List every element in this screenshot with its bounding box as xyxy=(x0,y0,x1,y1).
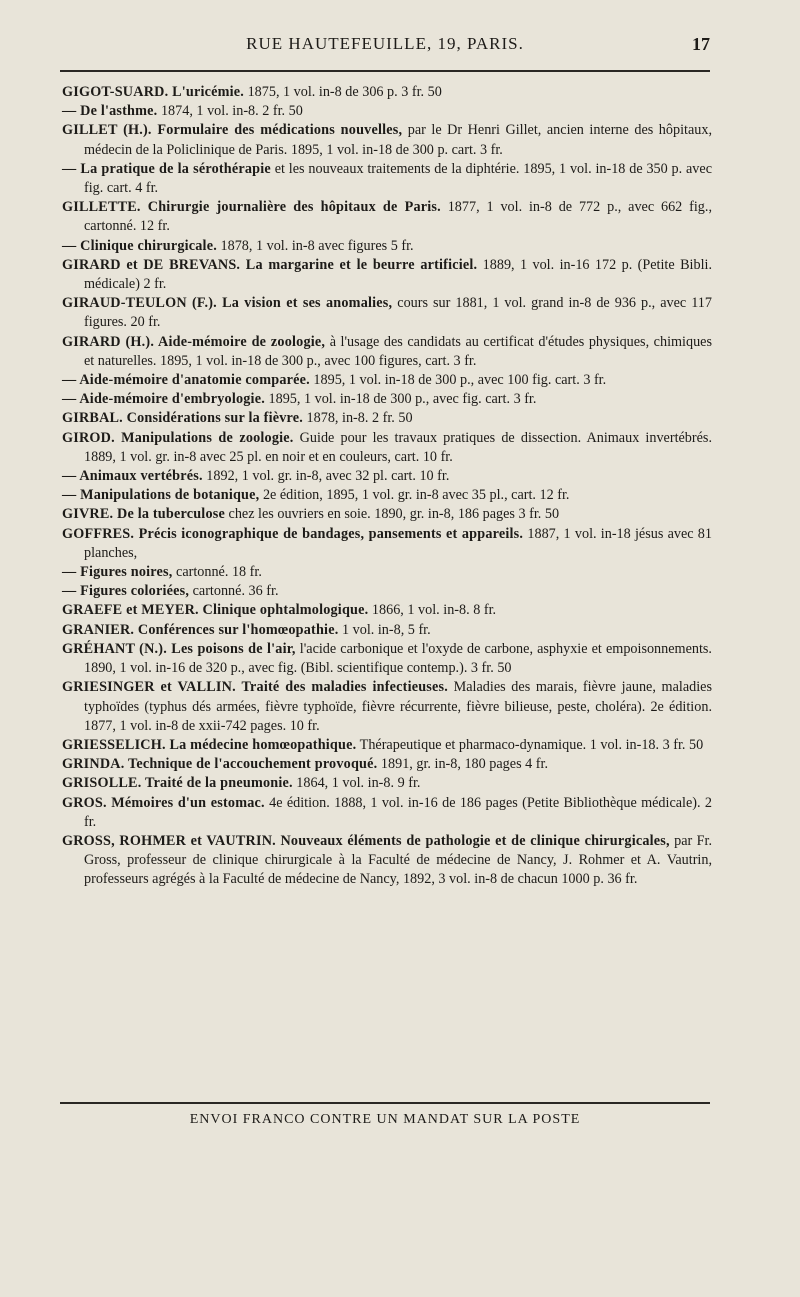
footer-note: ENVOI FRANCO CONTRE UN MANDAT SUR LA POSTE xyxy=(189,1112,581,1127)
catalog-entry xyxy=(62,755,712,774)
catalog-entry xyxy=(62,563,712,582)
header-rule xyxy=(60,70,710,72)
catalog-entry xyxy=(62,525,712,563)
catalog-entry xyxy=(62,640,712,678)
catalog-entry xyxy=(62,409,712,428)
catalog-entry xyxy=(62,333,712,371)
entry-details: 1877, 1 vol. in-8 de 772 p., avec 662 fig., cartonné. 12 fr. xyxy=(84,199,712,235)
entry-details: 1874, 1 vol. in-8. 2 fr. 50 xyxy=(157,103,303,120)
entry-heading: — Animaux vertébrés. xyxy=(62,468,203,485)
catalog-listing xyxy=(62,83,712,890)
entry-heading: GRANIER. Conférences sur l'homœopathie. xyxy=(62,621,339,638)
catalog-entry xyxy=(62,736,712,755)
entry-details: chez les ouvriers en soie. 1890, gr. in-8, 186 pages 3 fr. 50 xyxy=(224,506,560,523)
entry-heading: GOFFRES. Précis iconographique de bandages, pansements et appareils. xyxy=(62,525,524,542)
entry-details: Guide pour les travaux pratiques de dissection. Animaux invertébrés. 1889, 1 vol. gr. in-8 avec 25 pl. en noir et en couleurs, cart. 10 fr. xyxy=(84,429,712,465)
entry-details: 1891, gr. in-8, 180 pages 4 fr. xyxy=(377,756,548,773)
entry-heading: GIROD. Manipulations de zoologie. xyxy=(62,429,294,446)
catalog-entry xyxy=(62,390,712,409)
entry-details: Thérapeutique et pharmaco-dynamique. 1 vol. in-18. 3 fr. 50 xyxy=(356,736,704,753)
entry-heading: GROS. Mémoires d'un estomac. xyxy=(62,794,265,811)
entry-details: 1864, 1 vol. in-8. 9 fr. xyxy=(292,775,421,792)
catalog-entry xyxy=(62,198,712,236)
catalog-entry xyxy=(62,774,712,793)
catalog-entry xyxy=(62,678,712,736)
entry-heading: GRISOLLE. Traité de la pneumonie. xyxy=(62,775,293,792)
catalog-entry xyxy=(62,582,712,601)
catalog-entry xyxy=(62,621,712,640)
entry-details: 1 vol. in-8, 5 fr. xyxy=(338,621,431,638)
entry-details: 2e édition, 1895, 1 vol. gr. in-8 avec 35 pl., cart. 12 fr. xyxy=(259,487,570,504)
entry-details: Maladies des marais, fièvre jaune, maladies typhoïdes (typhus dés armées, fièvre typhoïde, fièvre récurrente, fièvre bilieuse, peste, choléra). 2e édition. 1877, 1 vol. in-8 de xxii-742 pages. 10 fr. xyxy=(84,679,712,734)
entry-heading: — Figures noires, xyxy=(62,564,173,581)
catalog-entry xyxy=(62,486,712,505)
entry-details: 1895, 1 vol. in-18 de 300 p., avec 100 fig. cart. 3 fr. xyxy=(309,372,607,389)
entry-details: 1887, 1 vol. in-18 jésus avec 81 planches, xyxy=(84,525,712,561)
catalog-entry xyxy=(62,294,712,332)
entry-details: cartonné. 36 fr. xyxy=(189,583,279,600)
entry-details: l'acide carbonique et l'oxyde de carbone, asphyxie et empoisonnements. 1890, 1 vol. in-16 de 320 p., avec fig. (Bibl. scientifique contemp.). 3 fr. 50 xyxy=(84,640,712,677)
entry-heading: GRIESINGER et VALLIN. Traité des maladies infectieuses. xyxy=(62,679,448,696)
page-number: 17 xyxy=(692,34,710,54)
running-title: RUE HAUTEFEUILLE, 19, PARIS. xyxy=(246,34,524,53)
entry-details: cours sur 1881, 1 vol. grand in-8 de 936 p., avec 117 figures. 20 fr. xyxy=(84,295,712,331)
entry-heading: — La pratique de la sérothérapie xyxy=(62,160,271,177)
entry-heading: — Manipulations de botanique, xyxy=(62,487,260,504)
entry-heading: — Figures coloriées, xyxy=(62,583,190,600)
catalog-entry xyxy=(62,429,712,467)
entry-heading: GROSS, ROHMER et VAUTRIN. Nouveaux éléments de pathologie et de clinique chirurgicales, xyxy=(62,832,670,849)
entry-heading: — Aide-mémoire d'anatomie comparée. xyxy=(62,372,310,389)
entry-heading: GIRBAL. Considérations sur la fièvre. xyxy=(62,410,303,427)
entry-heading: — Aide-mémoire d'embryologie. xyxy=(62,391,265,408)
entry-details: cartonné. 18 fr. xyxy=(172,564,262,581)
catalog-entry xyxy=(62,121,712,159)
catalog-entry xyxy=(62,160,712,198)
catalog-entry xyxy=(62,237,712,256)
catalog-entry xyxy=(62,832,712,890)
entry-details: 1889, 1 vol. in-16 172 p. (Petite Bibli. médicale) 2 fr. xyxy=(84,256,712,293)
entry-heading: GRINDA. Technique de l'accouchement provoqué. xyxy=(62,756,378,773)
entry-details: 1895, 1 vol. in-18 de 300 p., avec fig. cart. 3 fr. xyxy=(264,391,537,408)
catalog-entry xyxy=(62,83,712,102)
entry-details: 4e édition. 1888, 1 vol. in-16 de 186 pages (Petite Bibliothèque médicale). 2 fr. xyxy=(84,794,712,830)
catalog-entry xyxy=(62,102,712,121)
catalog-entry xyxy=(62,505,712,524)
entry-details: 1866, 1 vol. in-8. 8 fr. xyxy=(368,602,497,619)
catalog-entry xyxy=(62,256,712,294)
entry-heading: GIVRE. De la tuberculose xyxy=(62,506,225,523)
entry-details: 1878, in-8. 2 fr. 50 xyxy=(302,410,413,427)
entry-details: 1875, 1 vol. in-8 de 306 p. 3 fr. 50 xyxy=(244,84,442,100)
catalog-entry xyxy=(62,467,712,486)
entry-heading: GILLET (H.). Formulaire des médications nouvelles, xyxy=(62,122,403,139)
catalog-entry xyxy=(62,794,712,832)
entry-details: 1892, 1 vol. gr. in-8, avec 32 pl. cart. 10 fr. xyxy=(202,468,450,485)
entry-details: à l'usage des candidats au certificat d'études physiques, chimiques et naturelles. 1895, 1 vol. in-18 de 300 p., avec 100 figures, cart. 3 fr. xyxy=(84,333,712,369)
entry-heading: GRÉHANT (N.). Les poisons de l'air, xyxy=(62,640,296,657)
entry-heading: — Clinique chirurgicale. xyxy=(62,237,217,254)
catalog-entry xyxy=(62,371,712,390)
page-header xyxy=(60,34,710,64)
entry-heading: GILLETTE. Chirurgie journalière des hôpitaux de Paris. xyxy=(62,199,441,216)
entry-details: par Fr. Gross, professeur de clinique chirurgicale à la Faculté de médecine de Nancy, J. Rohmer et A. Vautrin, professeurs agrégés à la Faculté de médecine de Nancy, 1892, 3 vol. in-8 de chacun 1000 p. 36 fr. xyxy=(84,832,712,888)
entry-heading: GRAEFE et MEYER. Clinique ophtalmologique. xyxy=(62,602,369,619)
entry-details: 1878, 1 vol. in-8 avec figures 5 fr. xyxy=(216,237,414,254)
entry-heading: GIGOT-SUARD. L'uricémie. xyxy=(62,84,245,100)
entry-details: par le Dr Henri Gillet, ancien interne des hôpitaux, médecin de la Policlinique de Paris. 1895, 1 vol. in-18 de 300 p. cart. 3 fr. xyxy=(84,122,712,158)
footer-rule xyxy=(60,1102,710,1104)
entry-heading: — De l'asthme. xyxy=(62,103,158,120)
entry-heading: GIRAUD-TEULON (F.). La vision et ses anomalies, xyxy=(62,295,393,312)
entry-details: et les nouveaux traitements de la diphtérie. 1895, 1 vol. in-18 de 350 p. avec fig. cart. 4 fr. xyxy=(84,160,712,197)
entry-heading: GRIESSELICH. La médecine homœopathique. xyxy=(62,736,357,753)
catalog-entry xyxy=(62,601,712,620)
entry-heading: GIRARD et DE BREVANS. La margarine et le beurre artificiel. xyxy=(62,256,478,273)
entry-heading: GIRARD (H.). Aide-mémoire de zoologie, xyxy=(62,333,326,350)
